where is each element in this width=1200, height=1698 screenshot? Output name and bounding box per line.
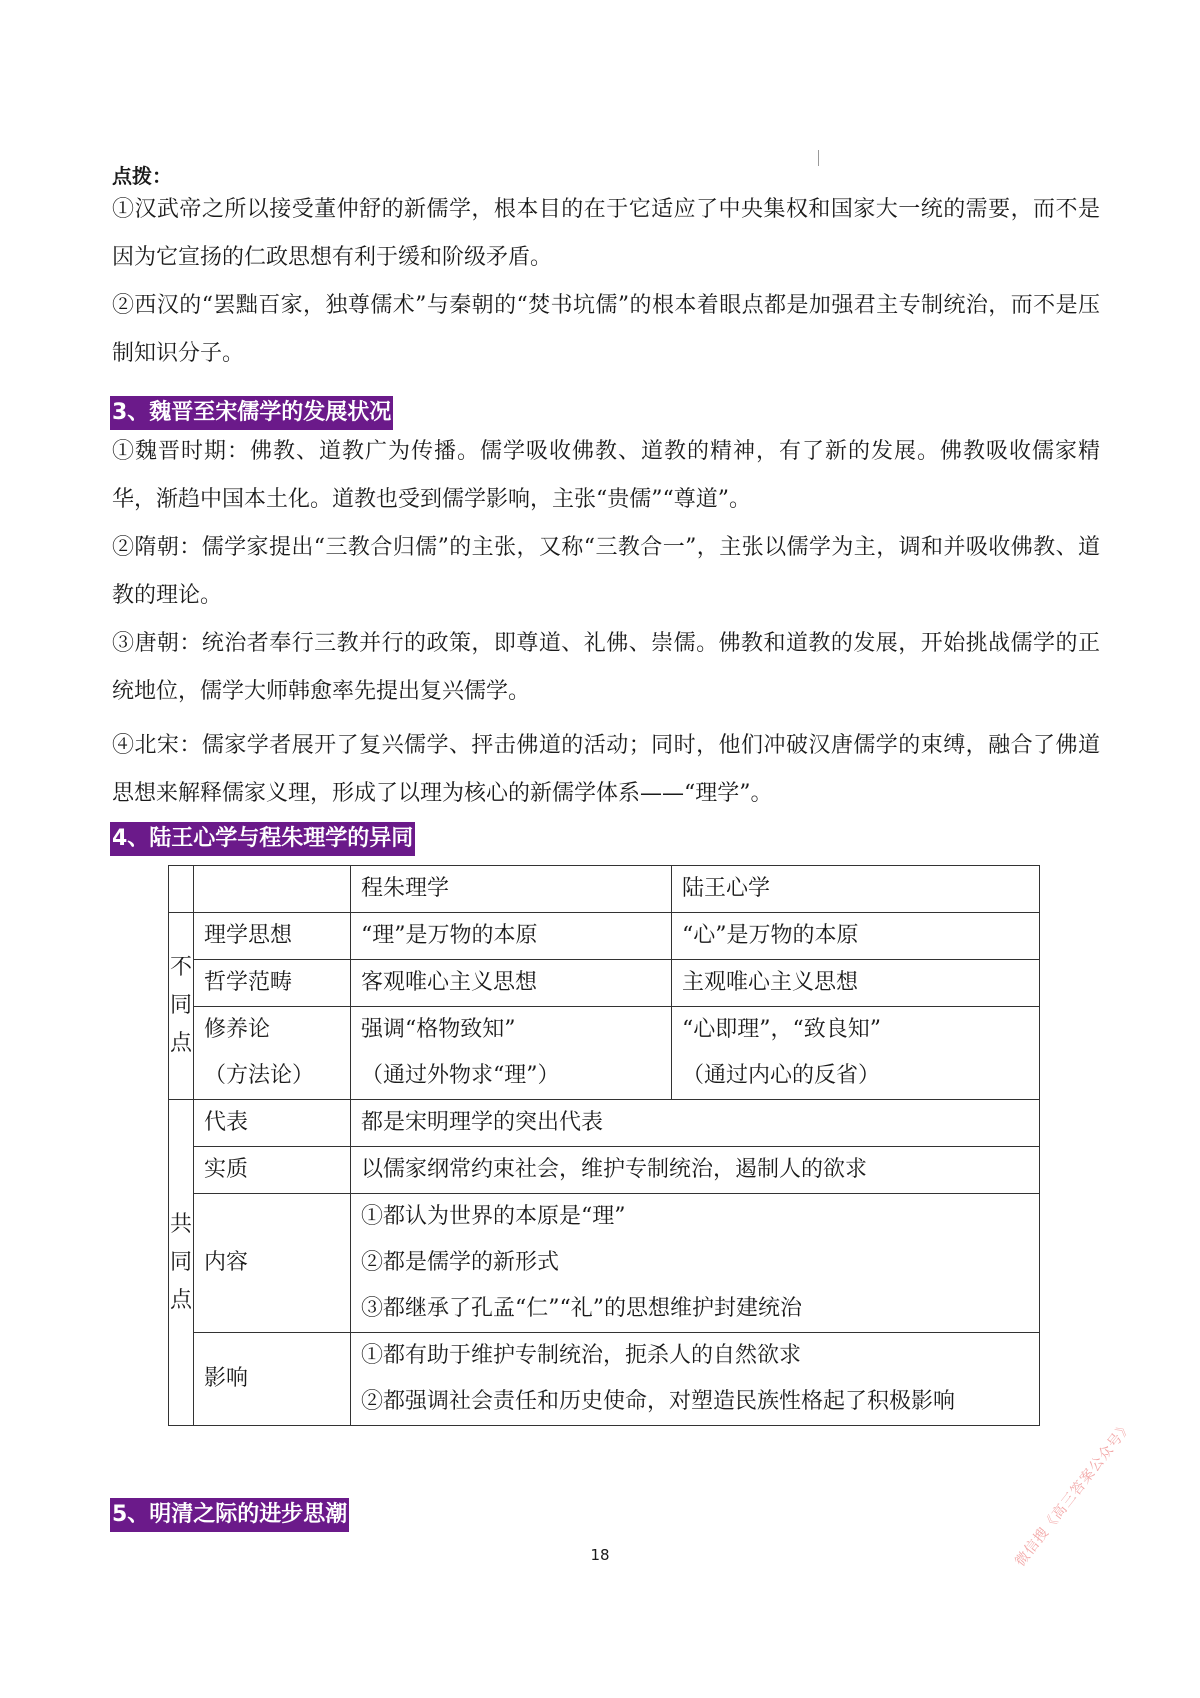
page-number: 18: [590, 1546, 610, 1564]
table-row: [169, 913, 1040, 960]
common-cell: ①都有助于维护专制统治，扼杀人的自然欲求 ②都强调社会责任和历史使命，对塑造民族性格起了积极影响: [351, 1333, 1040, 1426]
header-cheng-zhu: 程朱理学: [351, 866, 672, 913]
section-3-item-3: ③唐朝：统治者奉行三教并行的政策，即尊道、礼佛、崇儒。佛教和道教的发展，开始挑战儒学的正统地位，儒学大师韩愈率先提出复兴儒学。: [112, 631, 1100, 704]
tip-paragraph-2: ②西汉的“罢黜百家，独尊儒术”与秦朝的“焚书坑儒”的根本着眼点都是加强君主专制统治，而不是压制知识分子。: [112, 293, 1100, 366]
table-row: [169, 1194, 1040, 1333]
table-corner-cell-2: [194, 866, 351, 913]
margin-mark: [818, 150, 819, 166]
table-header-row: [169, 866, 1040, 913]
table-row: [169, 1007, 1040, 1100]
tip-label: 点拨：: [112, 164, 172, 188]
table-row: [169, 1147, 1040, 1194]
aspect-cell: 代表: [194, 1100, 351, 1147]
comparison-table: [168, 865, 1040, 1426]
table-row: [169, 1333, 1040, 1426]
aspect-cell: 内容: [194, 1194, 351, 1333]
table-row: [169, 960, 1040, 1007]
cheng-zhu-cell: “理”是万物的本原: [351, 913, 672, 960]
cheng-zhu-cell: 客观唯心主义思想: [351, 960, 672, 1007]
lu-wang-cell: “心”是万物的本原: [672, 913, 1040, 960]
section-3-item-1: ①魏晋时期：佛教、道教广为传播。儒学吸收佛教、道教的精神，有了新的发展。佛教吸收儒家精华，渐趋中国本土化。道教也受到儒学影响，主张“贵儒”“尊道”。: [112, 439, 1100, 512]
lu-wang-cell: “心即理”，“致良知” （通过内心的反省）: [672, 1007, 1040, 1100]
section-3-item-4: ④北宋：儒家学者展开了复兴儒学、抨击佛道的活动；同时，他们冲破汉唐儒学的束缚，融合了佛道思想来解释儒家义理，形成了以理为核心的新儒学体系——“理学”。: [112, 733, 1100, 806]
header-lu-wang: 陆王心学: [672, 866, 1040, 913]
watermark: 微信搜《高三答案公众号》: [1012, 1418, 1136, 1570]
section-3-heading: 3、魏晋至宋儒学的发展状况: [110, 396, 393, 430]
table-row: [169, 1100, 1040, 1147]
section-5-heading: 5、明清之际的进步思潮: [110, 1498, 349, 1532]
aspect-cell: 实质: [194, 1147, 351, 1194]
common-cell: 都是宋明理学的突出代表: [351, 1100, 1040, 1147]
aspect-cell: 影响: [194, 1333, 351, 1426]
tip-paragraph-1: ①汉武帝之所以接受董仲舒的新儒学，根本目的在于它适应了中央集权和国家大一统的需要，而不是因为它宣扬的仁政思想有利于缓和阶级矛盾。: [112, 197, 1100, 270]
lu-wang-cell: 主观唯心主义思想: [672, 960, 1040, 1007]
common-cell: ①都认为世界的本原是“理” ②都是儒学的新形式 ③都继承了孔孟“仁”“礼”的思想维护封建统治: [351, 1194, 1040, 1333]
aspect-cell: 哲学范畴: [194, 960, 351, 1007]
section-3-item-2: ②隋朝：儒学家提出“三教合归儒”的主张，又称“三教合一”，主张以儒学为主，调和并吸收佛教、道教的理论。: [112, 535, 1100, 608]
section-4-heading: 4、陆王心学与程朱理学的异同: [110, 822, 415, 856]
aspect-cell: 修养论 （方法论）: [194, 1007, 351, 1100]
common-label: 共 同 点: [169, 1100, 194, 1426]
cheng-zhu-cell: 强调“格物致知” （通过外物求“理”）: [351, 1007, 672, 1100]
table-corner-cell: [169, 866, 194, 913]
diff-label: 不 同 点: [169, 913, 194, 1100]
aspect-cell: 理学思想: [194, 913, 351, 960]
common-cell: 以儒家纲常约束社会，维护专制统治，遏制人的欲求: [351, 1147, 1040, 1194]
